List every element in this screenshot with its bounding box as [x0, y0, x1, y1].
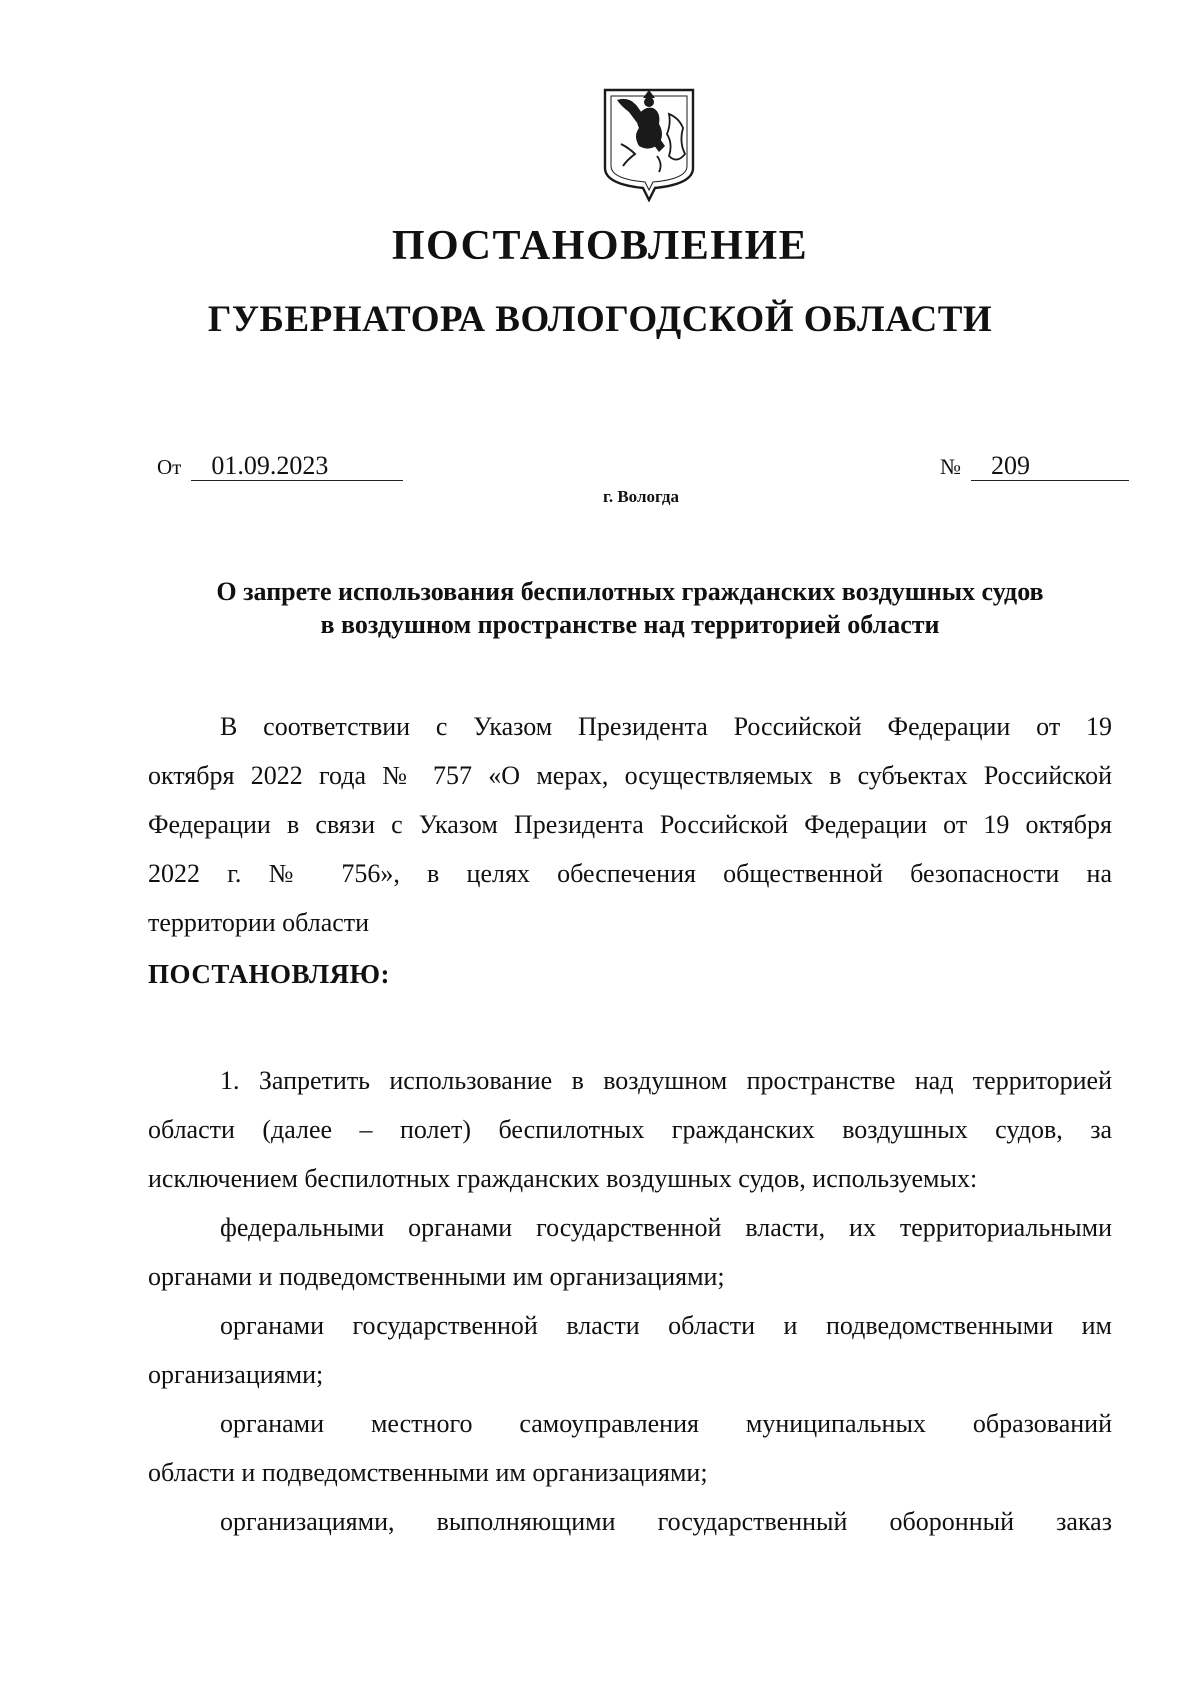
coat-of-arms-icon: [599, 84, 699, 202]
preamble-line: Федерации в связи с Указом Президента Российской Федерации от 19 октября: [148, 810, 1112, 839]
exception-line: органами местного самоуправления муниципальных образований: [220, 1409, 1112, 1438]
document-subtitle: ГУБЕРНАТОРА ВОЛОГОДСКОЙ ОБЛАСТИ: [207, 299, 993, 340]
exception-item: [148, 1203, 1112, 1301]
exception-item: [148, 1497, 1112, 1546]
document-date: 01.09.2023: [191, 452, 403, 481]
exception-line: организациями, выполняющими государственный оборонный заказ: [220, 1507, 1112, 1536]
preamble-line: 2022 г. № 756», в целях обеспечения общественной безопасности на: [148, 859, 1112, 888]
date-prefix: От: [157, 455, 182, 479]
subject-line: О запрете использования беспилотных гражданских воздушных судов: [216, 577, 1044, 606]
exception-line: области и подведомственными им организациями;: [148, 1458, 708, 1487]
item-1-line: области (далее – полет) беспилотных гражданских воздушных судов, за: [148, 1115, 1112, 1144]
exception-line: федеральными органами государственной власти, их территориальными: [220, 1213, 1112, 1242]
exception-line: органами государственной власти области и подведомственными им: [220, 1311, 1112, 1340]
exception-item: [148, 1399, 1112, 1497]
document-date-field: [157, 452, 403, 481]
document-number-field: [940, 452, 1129, 481]
document-number: 209: [971, 452, 1129, 481]
item-1-paragraph: [148, 1056, 1112, 1203]
decree-heading: ПОСТАНОВЛЯЮ:: [148, 959, 390, 989]
exception-list: [148, 1203, 1112, 1546]
item-1-line: 1. Запретить использование в воздушном пространстве над территорией: [220, 1066, 1112, 1095]
document-subject: [150, 575, 1110, 641]
preamble-line: В соответствии с Указом Президента Российской Федерации от 19: [220, 712, 1112, 741]
exception-item: [148, 1301, 1112, 1399]
exception-line: органами и подведомственными им организациями;: [148, 1262, 725, 1291]
document-city: г. Вологда: [603, 487, 679, 506]
preamble-paragraph: [148, 702, 1112, 947]
preamble-line: октября 2022 года № 757 «О мерах, осуществляемых в субъектах Российской: [148, 761, 1112, 790]
number-prefix: №: [940, 454, 961, 479]
preamble-line: территории области: [148, 908, 370, 937]
subject-line: в воздушном пространстве над территорией области: [320, 610, 940, 639]
document-title: ПОСТАНОВЛЕНИЕ: [391, 223, 809, 269]
exception-line: организациями;: [148, 1360, 324, 1389]
item-1-line: исключением беспилотных гражданских воздушных судов, используемых:: [148, 1164, 978, 1193]
